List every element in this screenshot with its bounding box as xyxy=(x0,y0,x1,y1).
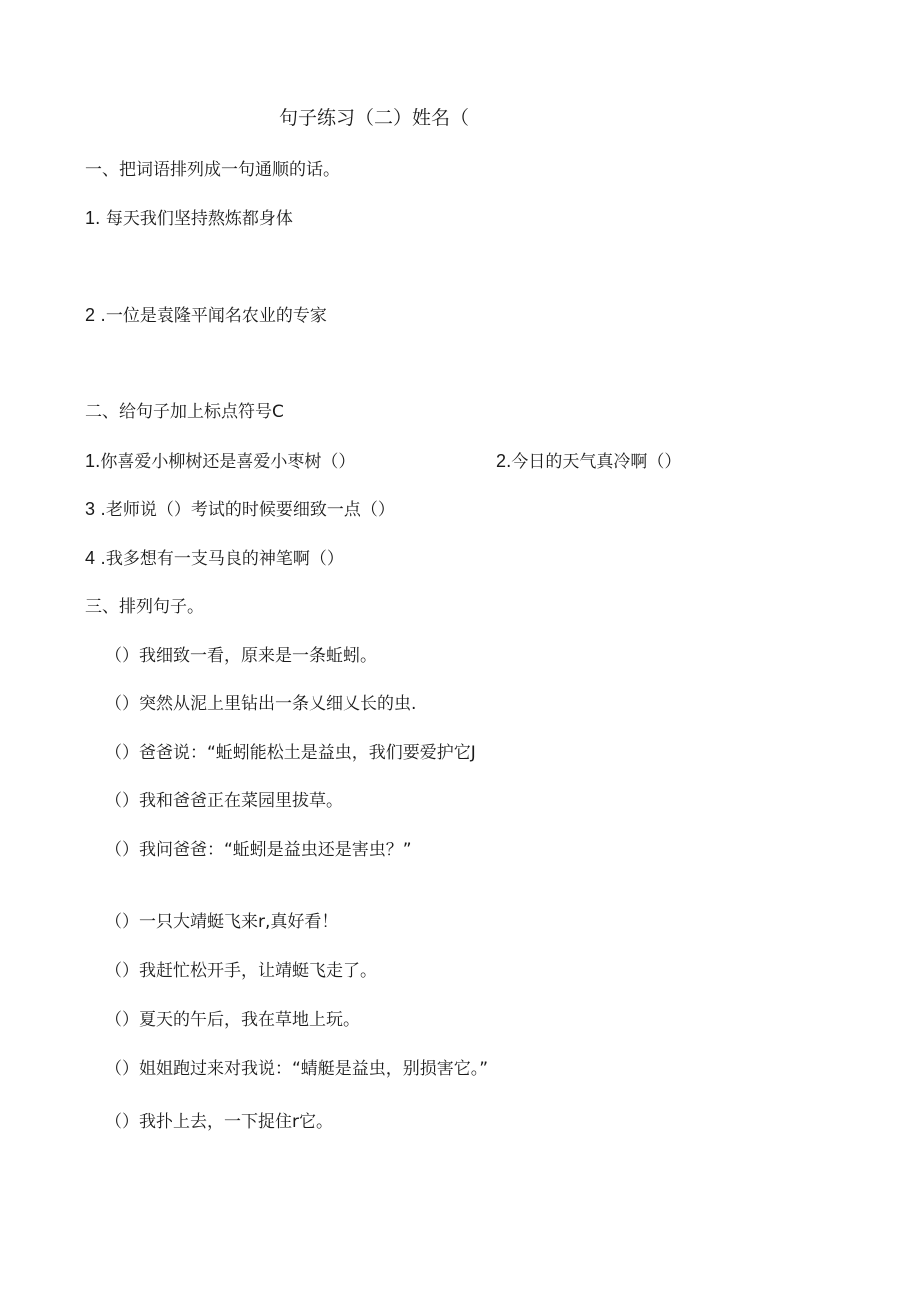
section2-heading: 二、给句子加上标点符号C xyxy=(85,402,284,422)
item-text: .今日的天气真冷啊（） xyxy=(506,452,682,472)
section3-group1-item: （）突然从泥上里钻出一条乂细乂长的虫. xyxy=(105,694,417,714)
section1-heading: 一、把词语排列成一句通顺的话。 xyxy=(85,160,340,180)
section3-group2-item: （）我扑上去，一下捉住r它。 xyxy=(105,1112,333,1132)
section3-group1-item: （）我细致一看，原来是一条蚯蚓。 xyxy=(105,646,377,666)
section1-item-1 xyxy=(85,206,293,231)
item-text: .你喜爱小柳树还是喜爱小枣树（） xyxy=(95,452,356,472)
item-text: .老师说（）考试的时候要细致一点（） xyxy=(95,500,395,520)
item-text: .一位是袁隆平闻名农业的专家 xyxy=(95,306,327,326)
section3-group1-item: （）我和爸爸正在菜园里拔草。 xyxy=(105,791,343,811)
item-text: .我多想有一支马良的神笔啊（） xyxy=(95,549,344,569)
section1-item-2 xyxy=(85,303,327,328)
section3-group1-item: （）爸爸说：“蚯蚓能松土是益虫，我们要爱护它J xyxy=(105,743,476,763)
section3-heading: 三、排列句子。 xyxy=(85,597,204,617)
section3-group2-item: （）一只大靖蜓飞来r,真好看！ xyxy=(105,912,339,932)
item-number: 2 xyxy=(85,305,96,325)
item-number: 4 xyxy=(85,548,96,568)
item-number: 1 xyxy=(85,208,96,228)
section3-group2-item: （）姐姐跑过来对我说：“蜻艇是益虫，别损害它。” xyxy=(105,1059,489,1079)
section3-group1-item: （）我问爸爸：“蚯蚓是益虫还是害虫？” xyxy=(105,840,412,860)
item-number: 3 xyxy=(85,499,96,519)
section3-group2-item: （）夏天的午后，我在草地上玩。 xyxy=(105,1010,360,1030)
section2-item-1 xyxy=(85,449,355,474)
section2-item-3 xyxy=(85,497,395,522)
section2-item-2 xyxy=(496,449,681,474)
item-text: . 每天我们坚持熬炼都身体 xyxy=(95,209,293,229)
item-number: 1 xyxy=(85,451,96,471)
page-title: 句子练习（二）姓名（ xyxy=(279,107,470,129)
section3-group2-item: （）我赶忙松开手，让靖蜓飞走了。 xyxy=(105,961,377,981)
section2-item-4 xyxy=(85,546,344,571)
item-number: 2 xyxy=(496,451,507,471)
